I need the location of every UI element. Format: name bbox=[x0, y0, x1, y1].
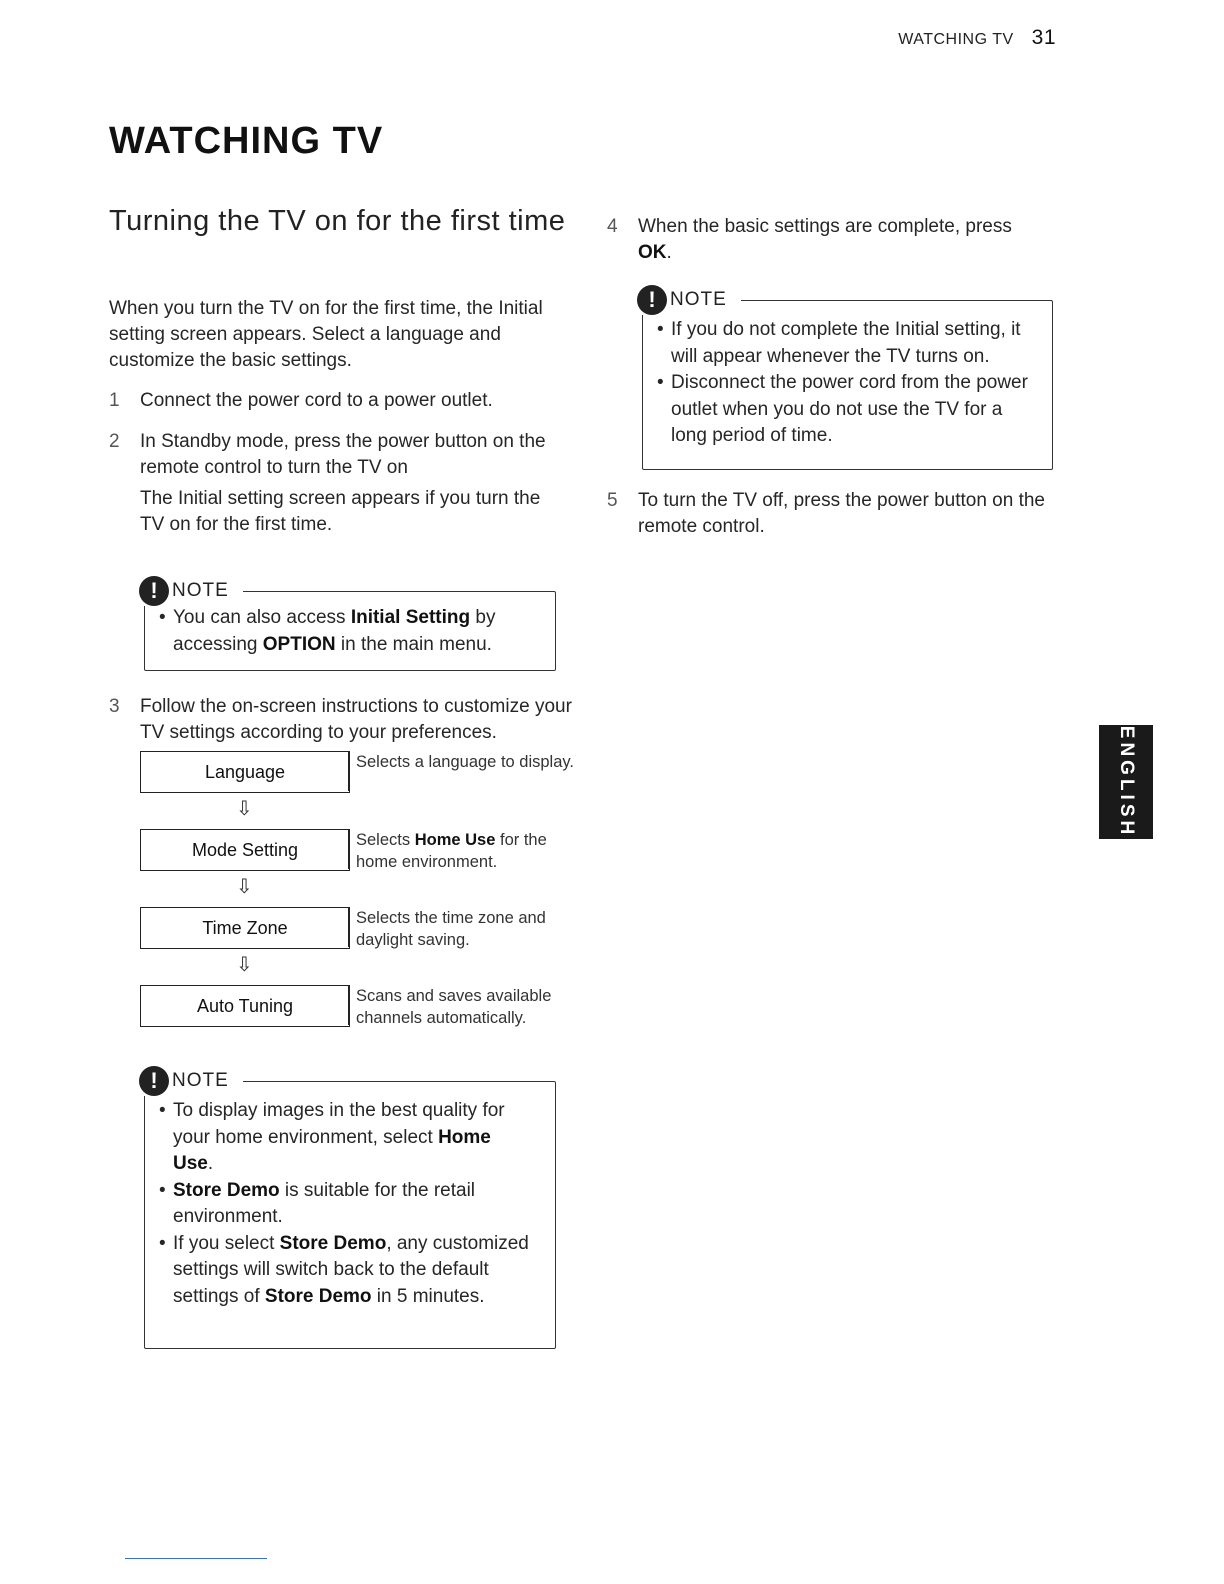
header-section: WATCHING TV bbox=[898, 31, 1014, 48]
step-2 bbox=[109, 429, 555, 538]
page-title: WATCHING TV bbox=[109, 120, 384, 162]
side-tab-label: ENGLISH bbox=[1116, 725, 1138, 839]
note-header bbox=[139, 1066, 243, 1096]
running-header bbox=[898, 26, 1056, 50]
exclamation-icon: ! bbox=[139, 576, 169, 606]
note-item: • Disconnect the power cord from the power outlet when you do not use the TV for a long period of time. bbox=[657, 370, 1032, 450]
intro-paragraph: When you turn the TV on for the first time, the Initial setting screen appears. Select a language and customize the basic settings. bbox=[109, 298, 543, 371]
note-label: NOTE bbox=[670, 289, 727, 310]
step-number: 1 bbox=[109, 390, 120, 411]
language-side-tab bbox=[1099, 725, 1153, 839]
note-item: • To display images in the best quality for your home environment, select Home Use. bbox=[159, 1098, 529, 1178]
step-1 bbox=[109, 388, 560, 414]
flow-desc-mode-setting: Selects Home Use for the home environment. bbox=[348, 829, 576, 873]
step-number: 4 bbox=[607, 216, 618, 237]
flow-box-mode-setting: Mode Setting bbox=[140, 829, 350, 871]
step-4: 4 When the basic settings are complete, press OK. bbox=[607, 216, 1012, 263]
step-number: 5 bbox=[607, 490, 618, 511]
step-number: 3 bbox=[109, 696, 120, 717]
note-label: NOTE bbox=[172, 1070, 229, 1091]
note-box-home-use bbox=[144, 1068, 556, 1349]
step-5 bbox=[607, 488, 1058, 540]
flow-box-time-zone: Time Zone bbox=[140, 907, 350, 949]
flow-desc-language: Selects a language to display. bbox=[348, 751, 576, 773]
step-text: Connect the power cord to a power outlet. bbox=[140, 390, 493, 411]
exclamation-icon: ! bbox=[139, 1066, 169, 1096]
step-extra: The Initial setting screen appears if you turn the TV on for the first time. bbox=[140, 488, 541, 535]
note-box-initial-setting bbox=[144, 578, 556, 671]
step-text: To turn the TV off, press the power button on the remote control. bbox=[638, 490, 1045, 537]
flow-box-language: Language bbox=[140, 751, 350, 793]
step-number: 2 bbox=[109, 431, 120, 452]
step-3 bbox=[109, 694, 580, 746]
note-box-initial-setting-reminder bbox=[642, 287, 1053, 470]
note-header bbox=[637, 285, 741, 315]
down-arrow-icon: ⇩ bbox=[236, 954, 253, 976]
exclamation-icon: ! bbox=[637, 285, 667, 315]
flow-box-auto-tuning: Auto Tuning bbox=[140, 985, 350, 1027]
section-subtitle: Turning the TV on for the first time bbox=[109, 205, 566, 237]
flow-desc-auto-tuning: Scans and saves available channels automatically. bbox=[348, 985, 576, 1029]
note-label: NOTE bbox=[172, 580, 229, 601]
note-item: • If you do not complete the Initial setting, it will appear whenever the TV turns on. bbox=[657, 317, 1032, 370]
flow-desc-time-zone: Selects the time zone and daylight saving. bbox=[348, 907, 576, 951]
page-number: 31 bbox=[1031, 26, 1056, 49]
note-header bbox=[139, 576, 243, 606]
note-item: • If you select Store Demo, any customized settings will switch back to the default settings of Store Demo in 5 minutes. bbox=[159, 1231, 529, 1311]
down-arrow-icon: ⇩ bbox=[236, 798, 253, 820]
step-text: Follow the on-screen instructions to customize your TV settings according to your preferences. bbox=[140, 696, 572, 743]
footer-rule bbox=[125, 1558, 267, 1559]
step-text: In Standby mode, press the power button on the remote control to turn the TV on bbox=[140, 431, 546, 478]
note-item: • Store Demo is suitable for the retail environment. bbox=[159, 1178, 529, 1231]
down-arrow-icon: ⇩ bbox=[236, 876, 253, 898]
note-item: • You can also access Initial Setting by accessing OPTION in the main menu. bbox=[159, 605, 529, 658]
